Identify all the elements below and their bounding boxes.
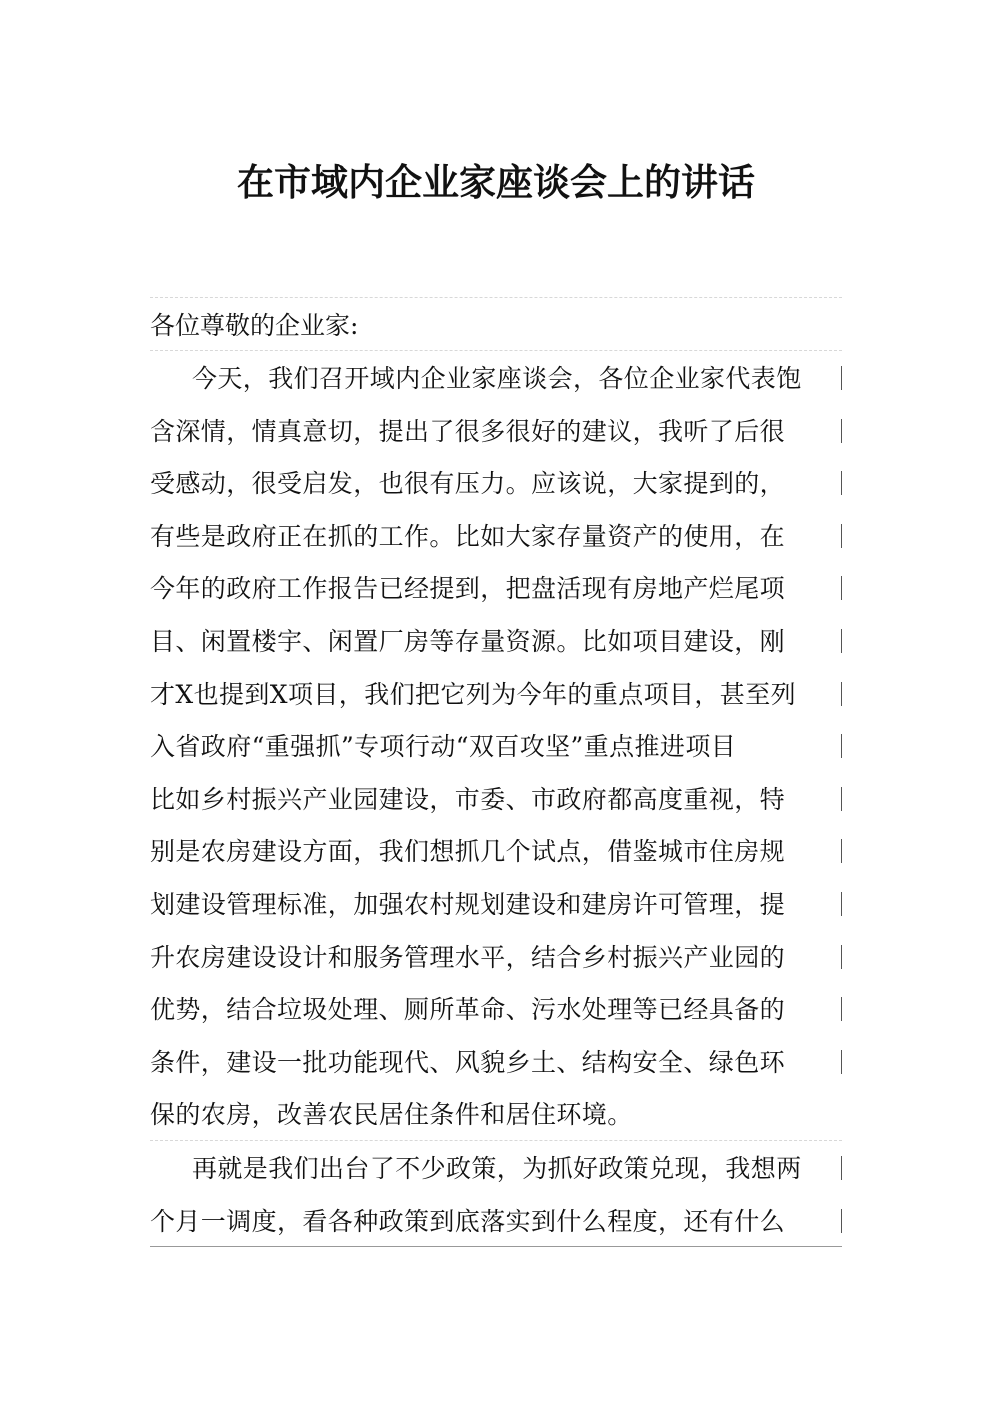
line-text: 今年的政府工作报告已经提到，把盘活现有房地产烂尾项 [150,574,786,604]
text-line [150,1087,842,1140]
line-text: 划建设管理标准，加强农村规划建设和建房许可管理，提 [150,889,786,919]
text-line [150,877,842,930]
text-line [150,456,842,509]
line-text: 优势，结合垃圾处理、厕所革命、污水处理等已经具备的 [150,995,786,1025]
line-text: 条件，建设一批功能现代、风貌乡土、结构安全、绿色环 [150,1047,786,1077]
line-end-marker [841,787,842,811]
line-end-marker [841,366,842,390]
line-text: 个月一调度，看各种政策到底落实到什么程度，还有什么 [150,1206,786,1236]
text-line [150,404,842,457]
paragraph-2 [150,1141,842,1247]
line-end-marker [841,576,842,600]
line-text: 入省政府“重强抓”专项行动“双百攻坚”重点推进项目 [150,732,737,762]
text-line [150,667,842,720]
line-end-marker [841,1209,842,1233]
line-end-marker [841,524,842,548]
text-line [150,982,842,1035]
line-text: 有些是政府正在抓的工作。比如大家存量资产的使用，在 [150,521,786,551]
line-text: 才X也提到X项目，我们把它列为今年的重点项目，甚至列 [150,679,796,709]
line-text: 目、闲置楼宇、闲置厂房等存量资源。比如项目建设，刚 [150,626,786,656]
document-title: 在市域内企业家座谈会上的讲话 [237,160,755,204]
line-text: 受感动，很受启发，也很有压力。应该说，大家提到的， [150,469,786,499]
line-end-marker [841,1050,842,1074]
line-text: 别是农房建设方面，我们想抓几个试点，借鉴城市住房规 [150,837,786,867]
line-end-marker [841,1156,842,1180]
line-end-marker [841,682,842,706]
line-end-marker [841,734,842,758]
text-line [150,614,842,667]
line-text: 比如乡村振兴产业园建设，市委、市政府都高度重视，特 [150,784,786,814]
text-line [150,1035,842,1088]
line-end-marker [841,945,842,969]
text-line [150,351,842,404]
text-line [150,1194,842,1247]
text-line [150,772,842,825]
text-line [150,930,842,983]
line-text: 保的农房，改善农民居住条件和居住环境。 [150,1100,633,1130]
line-text: 升农房建设设计和服务管理水平，结合乡村振兴产业园的 [150,942,786,972]
text-line [150,1141,842,1194]
text-line [150,824,842,877]
line-text: 含深情，情真意切，提出了很多很好的建议，我听了后很 [150,416,786,446]
document-body [150,297,842,1247]
text-line [150,719,842,772]
line-end-marker [841,629,842,653]
line-text: 再就是我们出台了不少政策，为抓好政策兑现，我想两 [192,1153,802,1183]
line-end-marker [841,471,842,495]
text-line [150,509,842,562]
line-text: 今天，我们召开域内企业家座谈会，各位企业家代表饱 [192,364,802,393]
line-end-marker [841,892,842,916]
text-line [150,561,842,614]
line-end-marker [841,997,842,1021]
line-end-marker [841,839,842,863]
paragraph-1 [150,351,842,1141]
line-end-marker [841,419,842,443]
salutation: 各位尊敬的企业家: [150,297,842,351]
